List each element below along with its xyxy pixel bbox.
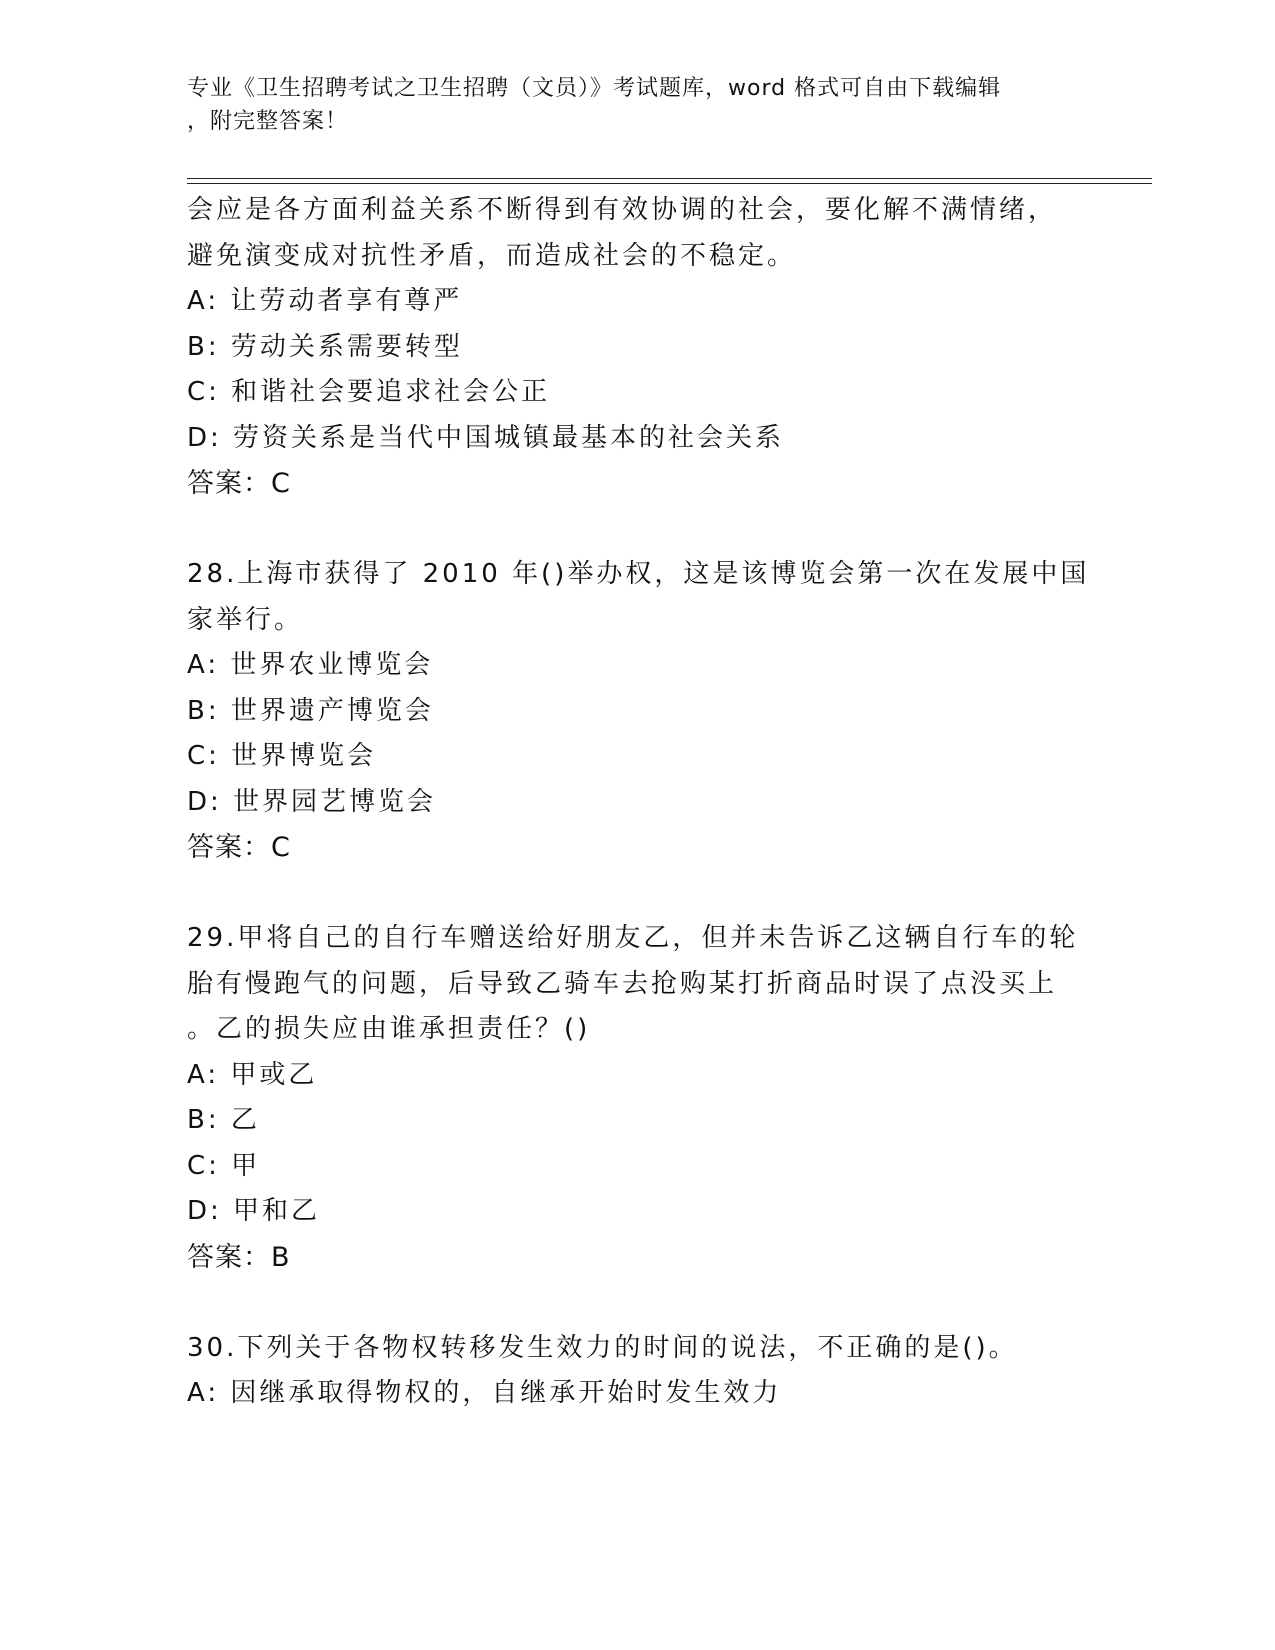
option-c: C: 和谐社会要追求社会公正: [187, 377, 551, 407]
question-stem-line: 避免演变成对抗性矛盾，而造成社会的不稳定。: [187, 240, 797, 271]
option-a: A: 让劳动者享有尊严: [187, 286, 463, 316]
option-a: A: 世界农业博览会: [187, 650, 434, 680]
option-c: C: 世界博览会: [187, 741, 377, 771]
question-stem-line: 28.上海市获得了 2010 年()举办权，这是该博览会第一次在发展中国: [187, 559, 1090, 589]
option-d: D: 世界园艺博览会: [187, 786, 437, 817]
option-b: B: 世界遗产博览会: [187, 695, 434, 726]
header-line-2: ，附完整答案！: [187, 109, 349, 134]
option-b: B: 乙: [187, 1105, 260, 1135]
question-stem-line: 29.甲将自己的自行车赠送给好朋友乙，但并未告诉乙这辆自行车的轮: [187, 923, 1079, 953]
option-a: A: 因继承取得物权的，自继承开始时发生效力: [187, 1378, 782, 1408]
question-stem-line: 。乙的损失应由谁承担责任？(): [187, 1014, 591, 1044]
header-rule-top: [187, 178, 1152, 179]
answer-line: 答案：C: [187, 832, 291, 863]
document-header: [187, 72, 1087, 138]
answer-line: 答案：B: [187, 1241, 291, 1273]
question-stem-line: 胎有慢跑气的问题，后导致乙骑车去抢购某打折商品时误了点没买上: [187, 968, 1058, 999]
option-c: C: 甲: [187, 1150, 261, 1181]
question-stem-line: 30.下列关于各物权转移发生效力的时间的说法，不正确的是()。: [187, 1332, 1018, 1363]
question-29: [187, 916, 1087, 1280]
option-b: B: 劳动关系需要转型: [187, 331, 463, 362]
question-content: [187, 188, 1090, 1417]
question-stem-line: 家举行。: [187, 604, 304, 635]
question-27: [187, 188, 1087, 507]
option-d: D: 甲和乙: [187, 1196, 321, 1226]
header-rule-bottom: [187, 183, 1152, 184]
question-spacer: [187, 507, 1087, 553]
question-stem-line: 会应是各方面利益关系不断得到有效协调的社会，要化解不满情绪，: [187, 195, 1058, 225]
option-d: D: 劳资关系是当代中国城镇最基本的社会关系: [187, 422, 785, 453]
question-30: [187, 1326, 1087, 1417]
header-line-1: 专业《卫生招聘考试之卫生招聘（文员）》考试题库，word 格式可自由下载编辑: [187, 76, 1002, 101]
question-spacer: [187, 1280, 1087, 1326]
question-28: [187, 552, 1090, 871]
option-a: A: 甲或乙: [187, 1059, 318, 1090]
answer-line: 答案：C: [187, 468, 291, 499]
question-spacer: [187, 871, 1087, 917]
